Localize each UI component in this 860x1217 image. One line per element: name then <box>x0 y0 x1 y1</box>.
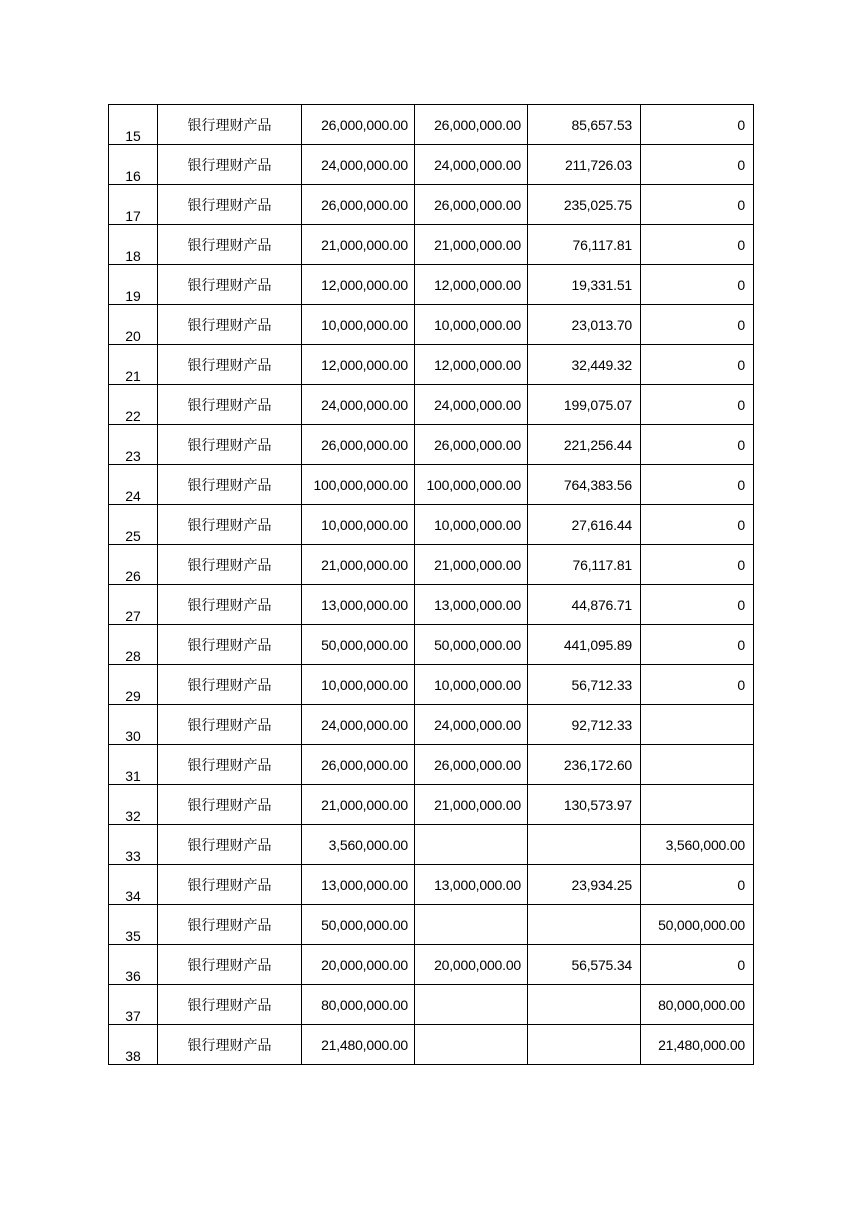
income-cell: 56,712.33 <box>528 665 641 705</box>
recovered-amount-cell: 24,000,000.00 <box>415 145 528 185</box>
outstanding-balance-cell: 80,000,000.00 <box>641 985 754 1025</box>
outstanding-balance-cell: 0 <box>641 265 754 305</box>
amount-cell: 26,000,000.00 <box>302 745 415 785</box>
income-cell: 76,117.81 <box>528 545 641 585</box>
income-cell: 56,575.34 <box>528 945 641 985</box>
recovered-amount-cell: 26,000,000.00 <box>415 745 528 785</box>
income-cell: 211,726.03 <box>528 145 641 185</box>
row-index-cell: 17 <box>109 185 158 225</box>
row-index-cell: 35 <box>109 905 158 945</box>
recovered-amount-cell <box>415 825 528 865</box>
table-row <box>109 105 754 145</box>
table-row <box>109 785 754 825</box>
row-index-cell: 23 <box>109 425 158 465</box>
table-row <box>109 305 754 345</box>
income-cell: 19,331.51 <box>528 265 641 305</box>
outstanding-balance-cell: 0 <box>641 465 754 505</box>
table-row <box>109 865 754 905</box>
row-index-cell: 24 <box>109 465 158 505</box>
row-index-cell: 30 <box>109 705 158 745</box>
amount-cell: 20,000,000.00 <box>302 945 415 985</box>
product-type-cell: 银行理财产品 <box>158 745 302 785</box>
recovered-amount-cell: 24,000,000.00 <box>415 705 528 745</box>
row-index-cell: 28 <box>109 625 158 665</box>
recovered-amount-cell: 26,000,000.00 <box>415 105 528 145</box>
table-row <box>109 905 754 945</box>
product-type-cell: 银行理财产品 <box>158 105 302 145</box>
outstanding-balance-cell: 0 <box>641 145 754 185</box>
amount-cell: 21,000,000.00 <box>302 225 415 265</box>
outstanding-balance-cell: 0 <box>641 585 754 625</box>
income-cell <box>528 825 641 865</box>
outstanding-balance-cell: 0 <box>641 225 754 265</box>
product-type-cell: 银行理财产品 <box>158 185 302 225</box>
income-cell: 764,383.56 <box>528 465 641 505</box>
outstanding-balance-cell: 50,000,000.00 <box>641 905 754 945</box>
recovered-amount-cell: 10,000,000.00 <box>415 505 528 545</box>
table-row <box>109 465 754 505</box>
outstanding-balance-cell: 0 <box>641 545 754 585</box>
product-type-cell: 银行理财产品 <box>158 985 302 1025</box>
outstanding-balance-cell: 3,560,000.00 <box>641 825 754 865</box>
outstanding-balance-cell <box>641 745 754 785</box>
income-cell: 85,657.53 <box>528 105 641 145</box>
recovered-amount-cell: 100,000,000.00 <box>415 465 528 505</box>
income-cell: 236,172.60 <box>528 745 641 785</box>
row-index-cell: 27 <box>109 585 158 625</box>
income-cell: 130,573.97 <box>528 785 641 825</box>
outstanding-balance-cell: 0 <box>641 105 754 145</box>
recovered-amount-cell: 10,000,000.00 <box>415 305 528 345</box>
product-type-cell: 银行理财产品 <box>158 545 302 585</box>
amount-cell: 13,000,000.00 <box>302 585 415 625</box>
income-cell: 221,256.44 <box>528 425 641 465</box>
table-row <box>109 665 754 705</box>
amount-cell: 50,000,000.00 <box>302 905 415 945</box>
product-type-cell: 银行理财产品 <box>158 305 302 345</box>
recovered-amount-cell <box>415 1025 528 1065</box>
outstanding-balance-cell: 0 <box>641 625 754 665</box>
row-index-cell: 25 <box>109 505 158 545</box>
recovered-amount-cell: 21,000,000.00 <box>415 785 528 825</box>
recovered-amount-cell: 26,000,000.00 <box>415 425 528 465</box>
amount-cell: 21,000,000.00 <box>302 785 415 825</box>
income-cell <box>528 1025 641 1065</box>
row-index-cell: 26 <box>109 545 158 585</box>
product-type-cell: 银行理财产品 <box>158 585 302 625</box>
income-cell: 235,025.75 <box>528 185 641 225</box>
amount-cell: 24,000,000.00 <box>302 385 415 425</box>
product-type-cell: 银行理财产品 <box>158 385 302 425</box>
product-type-cell: 银行理财产品 <box>158 225 302 265</box>
outstanding-balance-cell: 0 <box>641 185 754 225</box>
product-type-cell: 银行理财产品 <box>158 465 302 505</box>
outstanding-balance-cell: 0 <box>641 865 754 905</box>
table-row <box>109 705 754 745</box>
income-cell: 92,712.33 <box>528 705 641 745</box>
outstanding-balance-cell: 0 <box>641 345 754 385</box>
recovered-amount-cell: 50,000,000.00 <box>415 625 528 665</box>
amount-cell: 26,000,000.00 <box>302 105 415 145</box>
recovered-amount-cell: 12,000,000.00 <box>415 345 528 385</box>
outstanding-balance-cell: 0 <box>641 305 754 345</box>
outstanding-balance-cell <box>641 785 754 825</box>
amount-cell: 50,000,000.00 <box>302 625 415 665</box>
income-cell: 441,095.89 <box>528 625 641 665</box>
table-row <box>109 505 754 545</box>
income-cell: 23,934.25 <box>528 865 641 905</box>
income-cell: 44,876.71 <box>528 585 641 625</box>
recovered-amount-cell: 24,000,000.00 <box>415 385 528 425</box>
row-index-cell: 16 <box>109 145 158 185</box>
table-row <box>109 425 754 465</box>
table-row <box>109 185 754 225</box>
row-index-cell: 34 <box>109 865 158 905</box>
row-index-cell: 20 <box>109 305 158 345</box>
row-index-cell: 31 <box>109 745 158 785</box>
income-cell: 199,075.07 <box>528 385 641 425</box>
amount-cell: 10,000,000.00 <box>302 505 415 545</box>
product-type-cell: 银行理财产品 <box>158 345 302 385</box>
amount-cell: 12,000,000.00 <box>302 265 415 305</box>
table-row <box>109 385 754 425</box>
product-type-cell: 银行理财产品 <box>158 865 302 905</box>
row-index-cell: 22 <box>109 385 158 425</box>
product-type-cell: 银行理财产品 <box>158 1025 302 1065</box>
recovered-amount-cell: 13,000,000.00 <box>415 585 528 625</box>
amount-cell: 13,000,000.00 <box>302 865 415 905</box>
outstanding-balance-cell: 0 <box>641 385 754 425</box>
wealth-products-table <box>108 104 754 1065</box>
amount-cell: 3,560,000.00 <box>302 825 415 865</box>
amount-cell: 21,000,000.00 <box>302 545 415 585</box>
recovered-amount-cell: 21,000,000.00 <box>415 225 528 265</box>
outstanding-balance-cell: 21,480,000.00 <box>641 1025 754 1065</box>
income-cell: 32,449.32 <box>528 345 641 385</box>
product-type-cell: 银行理财产品 <box>158 145 302 185</box>
recovered-amount-cell: 26,000,000.00 <box>415 185 528 225</box>
amount-cell: 80,000,000.00 <box>302 985 415 1025</box>
income-cell: 76,117.81 <box>528 225 641 265</box>
recovered-amount-cell: 20,000,000.00 <box>415 945 528 985</box>
product-type-cell: 银行理财产品 <box>158 705 302 745</box>
row-index-cell: 18 <box>109 225 158 265</box>
amount-cell: 24,000,000.00 <box>302 145 415 185</box>
outstanding-balance-cell <box>641 705 754 745</box>
product-type-cell: 银行理财产品 <box>158 265 302 305</box>
table-row <box>109 545 754 585</box>
row-index-cell: 33 <box>109 825 158 865</box>
table-row <box>109 265 754 305</box>
table-row <box>109 1025 754 1065</box>
recovered-amount-cell <box>415 985 528 1025</box>
amount-cell: 26,000,000.00 <box>302 185 415 225</box>
table-row <box>109 145 754 185</box>
row-index-cell: 36 <box>109 945 158 985</box>
amount-cell: 12,000,000.00 <box>302 345 415 385</box>
row-index-cell: 15 <box>109 105 158 145</box>
product-type-cell: 银行理财产品 <box>158 425 302 465</box>
product-type-cell: 银行理财产品 <box>158 505 302 545</box>
product-type-cell: 银行理财产品 <box>158 945 302 985</box>
recovered-amount-cell <box>415 905 528 945</box>
table-row <box>109 585 754 625</box>
amount-cell: 21,480,000.00 <box>302 1025 415 1065</box>
row-index-cell: 37 <box>109 985 158 1025</box>
amount-cell: 100,000,000.00 <box>302 465 415 505</box>
income-cell <box>528 905 641 945</box>
table-row <box>109 985 754 1025</box>
table-row <box>109 345 754 385</box>
row-index-cell: 32 <box>109 785 158 825</box>
table-row <box>109 745 754 785</box>
amount-cell: 24,000,000.00 <box>302 705 415 745</box>
recovered-amount-cell: 12,000,000.00 <box>415 265 528 305</box>
product-type-cell: 银行理财产品 <box>158 785 302 825</box>
row-index-cell: 19 <box>109 265 158 305</box>
row-index-cell: 38 <box>109 1025 158 1065</box>
income-cell: 27,616.44 <box>528 505 641 545</box>
recovered-amount-cell: 21,000,000.00 <box>415 545 528 585</box>
recovered-amount-cell: 13,000,000.00 <box>415 865 528 905</box>
outstanding-balance-cell: 0 <box>641 425 754 465</box>
table-row <box>109 945 754 985</box>
table-row <box>109 625 754 665</box>
product-type-cell: 银行理财产品 <box>158 905 302 945</box>
outstanding-balance-cell: 0 <box>641 945 754 985</box>
amount-cell: 10,000,000.00 <box>302 665 415 705</box>
income-cell: 23,013.70 <box>528 305 641 345</box>
row-index-cell: 21 <box>109 345 158 385</box>
row-index-cell: 29 <box>109 665 158 705</box>
table-body <box>109 105 754 1065</box>
income-cell <box>528 985 641 1025</box>
amount-cell: 26,000,000.00 <box>302 425 415 465</box>
product-type-cell: 银行理财产品 <box>158 625 302 665</box>
table-row <box>109 825 754 865</box>
product-type-cell: 银行理财产品 <box>158 665 302 705</box>
outstanding-balance-cell: 0 <box>641 505 754 545</box>
product-type-cell: 银行理财产品 <box>158 825 302 865</box>
amount-cell: 10,000,000.00 <box>302 305 415 345</box>
outstanding-balance-cell: 0 <box>641 665 754 705</box>
recovered-amount-cell: 10,000,000.00 <box>415 665 528 705</box>
table-row <box>109 225 754 265</box>
